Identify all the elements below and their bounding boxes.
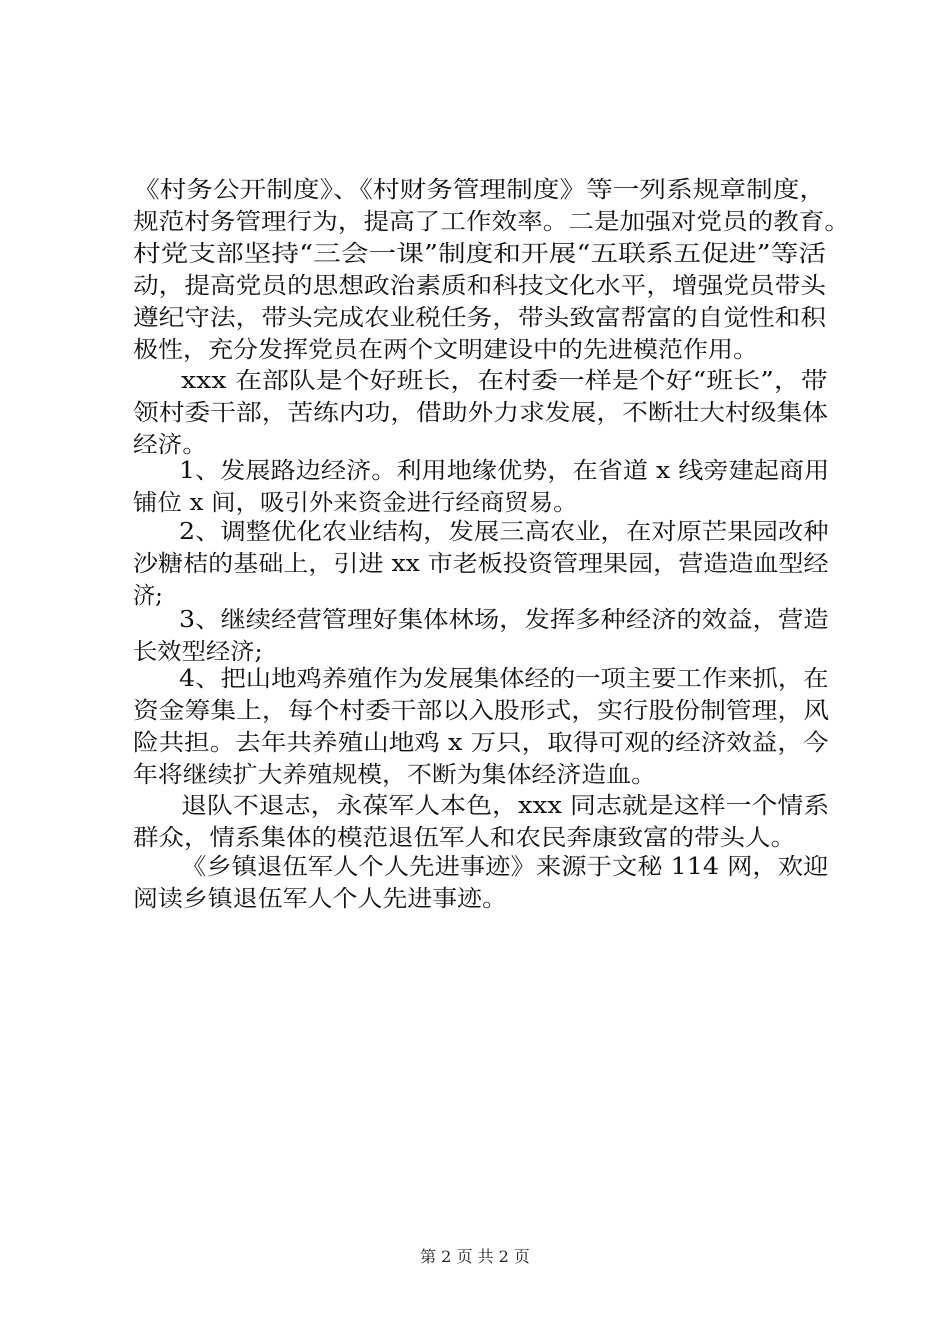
text-line: 资金筹集上，每个村委干部以入股形式，实行股份制管理，风 <box>133 698 829 724</box>
text-line: 村党支部坚持“三会一课”制度和开展“五联系五促进”等活 <box>133 241 827 267</box>
text-line: 长效型经济; <box>133 639 263 665</box>
text-line: 动，提高党员的思想政治素质和科技文化水平，增强党员带头 <box>133 273 826 299</box>
text-line: 遵纪守法，带头完成农业税任务，带头致富帮富的自觉性和积 <box>133 305 826 331</box>
text-line: 沙糖桔的基础上，引进 xx 市老板投资管理果园，营造造血型经 <box>133 551 829 577</box>
text-line: 《乡镇退伍军人个人先进事迹》来源于文秘 114 网，欢迎 <box>181 854 829 880</box>
text-line: 4、把山地鸡养殖作为发展集体经的一项主要工作来抓，在 <box>179 666 829 692</box>
text-line: 规范村务管理行为，提高了工作效率。二是加强对党员的教育。 <box>133 209 851 235</box>
text-line: 经济。 <box>133 432 207 458</box>
text-line: 领村委干部，苦练内功，借助外力求发展，不断壮大村级集体 <box>133 400 828 426</box>
text-line: 2、调整优化农业结构，发展三高农业，在对原芒果园改种 <box>179 519 829 545</box>
text-line: 群众，情系集体的模范退伍军人和农民奔康致富的带头人。 <box>133 825 796 851</box>
text-line: xxx 在部队是个好班长，在村委一样是个好“班长”，带 <box>181 368 828 394</box>
text-line: 济; <box>133 583 163 609</box>
text-line: 险共担。去年共养殖山地鸡 x 万只，取得可观的经济效益，今 <box>133 730 829 756</box>
page-footer: 第 2 页 共 2 页 <box>420 1247 530 1266</box>
text-line: 退队不退志，永葆军人本色，xxx 同志就是这样一个情系 <box>181 793 830 819</box>
text-line: 3、继续经营管理好集体林场，发挥多种经济的效益，营造 <box>179 607 829 633</box>
text-line: 1、发展路边经济。利用地缘优势，在省道 x 线旁建起商用 <box>179 458 830 484</box>
text-line: 阅读乡镇退伍军人个人先进事迹。 <box>133 886 507 912</box>
text-line: 极性，充分发挥党员在两个文明建设中的先进模范作用。 <box>133 337 758 363</box>
text-line: 《村务公开制度》、《村财务管理制度》等一列系规章制度， <box>133 177 826 203</box>
text-line: 年将继续扩大养殖规模，不断为集体经济造血。 <box>133 762 656 788</box>
text-line: 铺位 x 间，吸引外来资金进行经商贸易。 <box>133 490 578 516</box>
